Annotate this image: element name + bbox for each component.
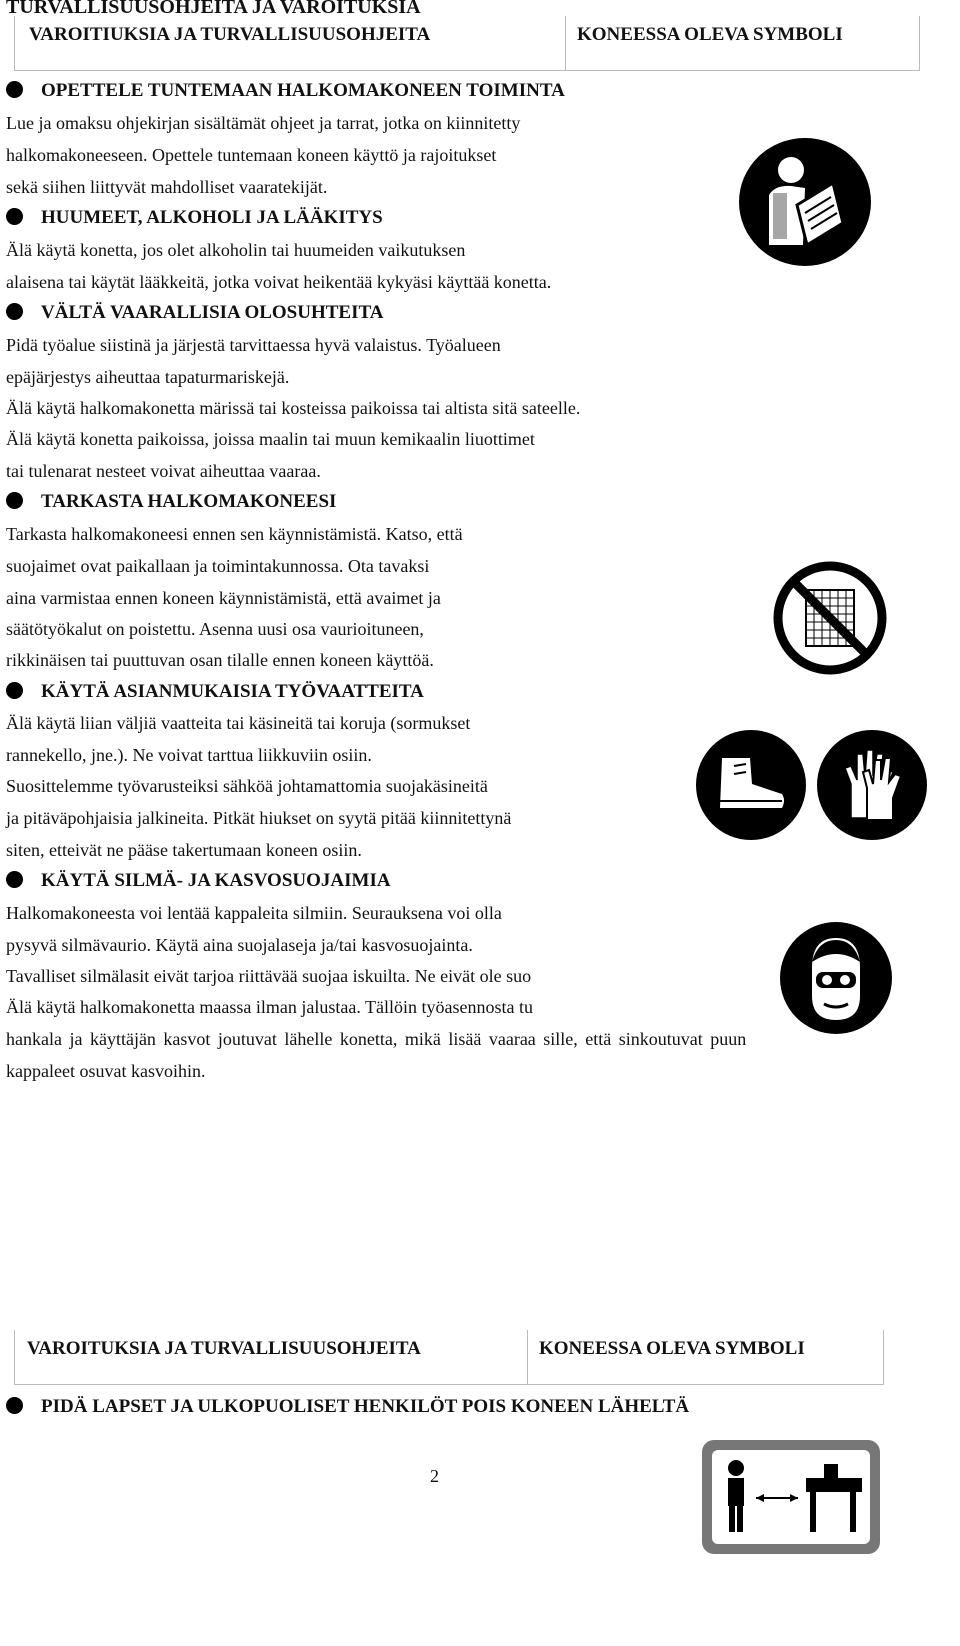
text-line: pysyvä silmävaurio. Käytä aina suojalaseja ja/tai kasvosuojainta. [6,935,473,955]
header-right: KONEESSA OLEVA SYMBOLI [539,1338,805,1359]
header-right: KONEESSA OLEVA SYMBOLI [577,24,843,45]
text-line: Tavalliset silmälasit eivät tarjoa riittävää suojaa iskuilta. Ne eivät ole suo [6,966,532,986]
text-line: Lue ja omaksu ohjekirjan sisältämät ohjeet ja tarrat, jotka on kiinnitetty [6,113,521,133]
text-line: Halkomakoneesta voi lentää kappaleita silmiin. Seurauksena voi olla [6,903,502,923]
text-line: säätötyökalut on poistettu. Asenna uusi osa vaurioituneen, [6,619,424,639]
text-line: Älä käytä halkomakonetta märissä tai kosteissa paikoissa tai altista sitä sateelle. [6,398,581,418]
safety-boots-icon [694,728,808,842]
text-line: rannekello, jne.). Ne voivat tarttua liikkuviin osiin. [6,745,372,765]
text-line: Älä käytä konetta, jos olet alkoholin tai huumeiden vaikutuksen [6,240,466,260]
section-heading-drugs-alcohol: HUUMEET, ALKOHOLI JA LÄÄKITYS [6,207,383,229]
bullet-icon [6,81,23,98]
safety-gloves-icon [815,728,929,842]
bullet-icon [6,492,23,509]
face-protection-icon [778,920,894,1036]
page-number: 2 [430,1466,439,1486]
section-heading-eye-face-protection: KÄYTÄ SILMÄ- JA KASVOSUOJAIMIA [6,870,391,892]
keep-bystanders-away-icon [700,1438,882,1556]
text-line: sekä siihen liittyvät mahdolliset vaaratekijät. [6,177,328,197]
text-line: aina varmistaa ennen koneen käynnistämistä, että avaimet ja [6,588,441,608]
text-line: ja pitäväpohjaisia jalkineita. Pitkät hiukset on syytä pitää kiinnitettynä [6,808,512,828]
read-manual-icon [735,135,875,270]
bullet-icon [6,1397,23,1414]
text-line: Älä käytä konetta paikoissa, joissa maalin tai muun kemikaalin liuottimet [6,429,535,449]
bullet-icon [6,682,23,699]
text-line: rikkinäisen tai puuttuvan osan tilalle ennen koneen käyttöä. [6,650,434,670]
bullet-icon [6,871,23,888]
header-table [14,16,920,71]
text-line: Älä käytä liian väljiä vaatteita tai käsineitä tai koruja (sormukset [6,713,471,733]
text-line: alaisena tai käytät lääkkeitä, jotka voivat heikentää kykyäsi käyttää konetta. [6,272,552,292]
section-heading-work-clothing: KÄYTÄ ASIANMUKAISIA TYÖVAATTEITA [6,681,424,703]
text-line: Tarkasta halkomakoneesi ennen sen käynnistämistä. Katso, että [6,524,463,544]
section-heading-keep-bystanders-away: PIDÄ LAPSET JA ULKOPUOLISET HENKILÖT POIS KONEEN LÄHELTÄ [6,1396,689,1418]
text-line: siten, etteivät ne pääse takertumaan koneen osiin. [6,840,362,860]
text-line: halkomakoneeseen. Opettele tuntemaan koneen käyttö ja rajoitukset [6,145,497,165]
top-title: TURVALLISUUSOHJEITA JA VAROITUKSIA [6,0,421,18]
header-table-2 [14,1330,884,1385]
text-line: tai tulenarat nesteet voivat aiheuttaa vaaraa. [6,461,321,481]
text-line: Älä käytä halkomakonetta maassa ilman jalustaa. Tällöin työasennosta tu [6,997,534,1017]
bullet-icon [6,303,23,320]
section-heading-inspect-machine: TARKASTA HALKOMAKONEESI [6,491,336,513]
text-line: Suosittelemme työvarusteiksi sähköä johtamattomia suojakäsineitä [6,776,488,796]
text-line: Pidä työalue siistinä ja järjestä tarvittaessa hyvä valaistus. Työalueen [6,335,501,355]
text-line: epäjärjestys aiheuttaa tapaturmariskejä. [6,367,290,387]
header-divider [565,16,566,70]
text-line: kappaleet osuvat kasvoihin. [6,1061,206,1081]
header-left: VAROITUKSIA JA TURVALLISUUSOHJEITA [27,1338,421,1359]
text-line: suojaimet ovat paikallaan ja toimintakunnossa. Ota tavaksi [6,556,430,576]
header-divider [527,1330,528,1384]
header-left: VAROITIUKSIA JA TURVALLISUUSOHJEITA [29,24,431,45]
section-heading-dangerous-conditions: VÄLTÄ VAARALLISIA OLOSUHTEITA [6,302,383,324]
text-line: hankala ja käyttäjän kasvot joutuvat lähelle konetta, mikä lisää vaaraa sille, että sinkoutuvat puun [6,1029,747,1049]
bullet-icon [6,208,23,225]
section-heading-know-machine: OPETTELE TUNTEMAAN HALKOMAKONEEN TOIMINTA [6,80,565,102]
no-loose-clothing-icon [772,560,888,676]
